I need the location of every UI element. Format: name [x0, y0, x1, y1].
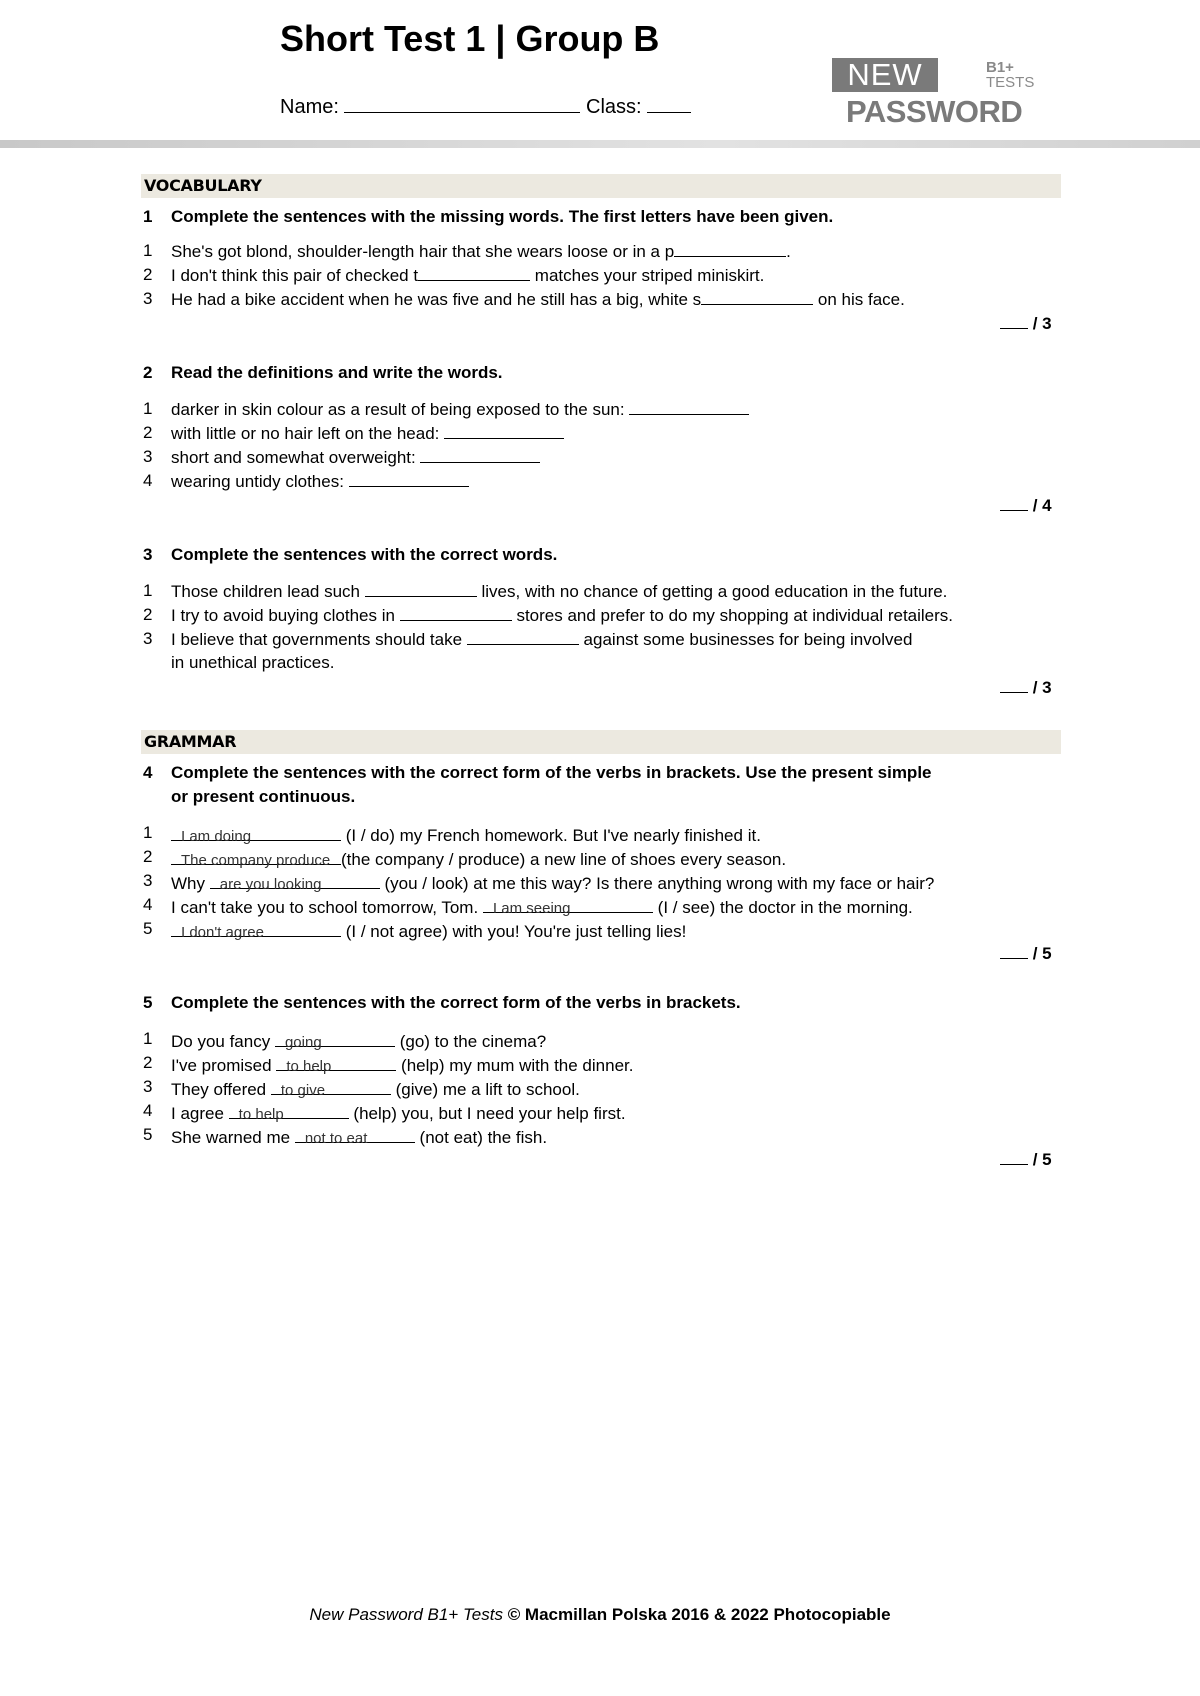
- score-field[interactable]: [1000, 496, 1028, 511]
- score-field[interactable]: [1000, 314, 1028, 329]
- answer-blank[interactable]: [444, 422, 564, 439]
- answer-blank[interactable]: [420, 446, 540, 463]
- answer-blank[interactable]: [418, 264, 530, 281]
- list-item: 3 short and somewhat overweight:: [143, 446, 1043, 468]
- exercise-4-instruction: 4 Complete the sentences with the correct form of the verbs in brackets. Use the present simple: [143, 763, 932, 782]
- exercise-5-instruction: 5 Complete the sentences with the correct form of the verbs in brackets.: [143, 993, 741, 1012]
- answer-blank[interactable]: [674, 240, 786, 257]
- answer-field[interactable]: to give: [271, 1076, 391, 1095]
- exercise-4-instruction-line2: or present continuous.: [171, 787, 356, 806]
- list-item: 1 Those children lead such lives, with no chance of getting a good education in the future.: [143, 581, 948, 601]
- answer-blank[interactable]: [467, 628, 579, 645]
- list-item: 2 The company produce (the company / produce) a new line of shoes every season.: [143, 847, 787, 869]
- answer-field[interactable]: The company produce: [171, 846, 341, 865]
- answer-blank[interactable]: [349, 470, 469, 487]
- list-item: 3 They offered to give (give) me a lift to school.: [143, 1077, 580, 1099]
- list-item: 1 She's got blond, shoulder-length hair that she wears loose or in a p .: [143, 241, 791, 261]
- answer-blank[interactable]: [701, 288, 813, 305]
- list-item: 2 I've promised to help (help) my mum with the dinner.: [143, 1053, 634, 1075]
- answer-field[interactable]: to help: [276, 1052, 396, 1071]
- class-field[interactable]: [647, 96, 691, 113]
- page-title: Short Test 1 | Group B: [280, 18, 660, 59]
- exercise-1-instruction: 1 Complete the sentences with the missing words. The first letters have been given.: [143, 207, 834, 226]
- section-heading-grammar: GRAMMAR: [141, 730, 1061, 754]
- list-item: 1 Do you fancy going (go) to the cinema?: [143, 1029, 547, 1051]
- answer-field[interactable]: I am seeing: [483, 894, 653, 913]
- answer-blank[interactable]: [365, 580, 477, 597]
- list-item: 4 I can't take you to school tomorrow, Tom. I am seeing (I / see) the doctor in the morning.: [143, 895, 913, 917]
- score-box: / 3: [1000, 678, 1052, 698]
- score-box: / 5: [1000, 944, 1052, 964]
- section-heading-vocabulary: VOCABULARY: [141, 174, 1061, 198]
- answer-field[interactable]: going: [275, 1028, 395, 1047]
- answer-field[interactable]: I don't agree: [171, 918, 341, 937]
- list-item: 3 Why are you looking (you / look) at me this way? Is there anything wrong with my face or hair?: [143, 871, 935, 893]
- score-field[interactable]: [1000, 1150, 1028, 1165]
- logo-tests: TESTS: [986, 74, 1035, 91]
- list-item: 5 I don't agree (I / not agree) with you! You're just telling lies!: [143, 919, 687, 941]
- logo-level: B1+: [986, 59, 1014, 76]
- list-item: 2 with little or no hair left on the head:: [143, 422, 1043, 444]
- list-item-continuation: in unethical practices.: [171, 653, 335, 672]
- score-box: / 3: [1000, 314, 1052, 334]
- footer-book-title: New Password B1+ Tests: [309, 1605, 503, 1624]
- exercise-3-instruction: 3 Complete the sentences with the correct words.: [143, 545, 558, 564]
- answer-field[interactable]: not to eat: [295, 1124, 415, 1143]
- answer-field[interactable]: are you looking: [210, 870, 380, 889]
- score-field[interactable]: [1000, 678, 1028, 693]
- name-field[interactable]: [344, 96, 580, 113]
- logo-password: PASSWORD: [846, 94, 1023, 129]
- score-field[interactable]: [1000, 944, 1028, 959]
- list-item: 1 I am doing (I / do) my French homework. But I've nearly finished it.: [143, 823, 761, 845]
- class-label: Class:: [586, 96, 642, 118]
- list-item: 1 darker in skin colour as a result of being exposed to the sun:: [143, 398, 1043, 420]
- footer-copyright: © Macmillan Polska 2016 & 2022 Photocopiable: [507, 1605, 891, 1624]
- answer-field[interactable]: to help: [229, 1100, 349, 1119]
- list-item: 5 She warned me not to eat (not eat) the fish.: [143, 1125, 548, 1147]
- list-item: 3 I believe that governments should take against some businesses for being involved: [143, 629, 913, 649]
- list-item: 4 I agree to help (help) you, but I need your help first.: [143, 1101, 626, 1123]
- list-item: 4 wearing untidy clothes:: [143, 470, 1043, 492]
- answer-field[interactable]: I am doing: [171, 822, 341, 841]
- answer-blank[interactable]: [629, 398, 749, 415]
- answer-blank[interactable]: [400, 604, 512, 621]
- score-box: / 4: [1000, 496, 1052, 516]
- name-class-line: [280, 96, 691, 119]
- logo-new: NEW: [832, 58, 938, 92]
- score-box: / 5: [1000, 1150, 1052, 1170]
- list-item: 3 He had a bike accident when he was five and he still has a big, white s on his face.: [143, 289, 905, 309]
- exercise-2-instruction: 2 Read the definitions and write the words.: [143, 363, 503, 382]
- list-item: 2 I don't think this pair of checked t matches your striped miniskirt.: [143, 265, 765, 285]
- page-footer: [0, 1605, 1200, 1625]
- header-divider: [0, 140, 1200, 148]
- name-label: Name:: [280, 96, 339, 118]
- list-item: 2 I try to avoid buying clothes in stores and prefer to do my shopping at individual retailers.: [143, 605, 954, 625]
